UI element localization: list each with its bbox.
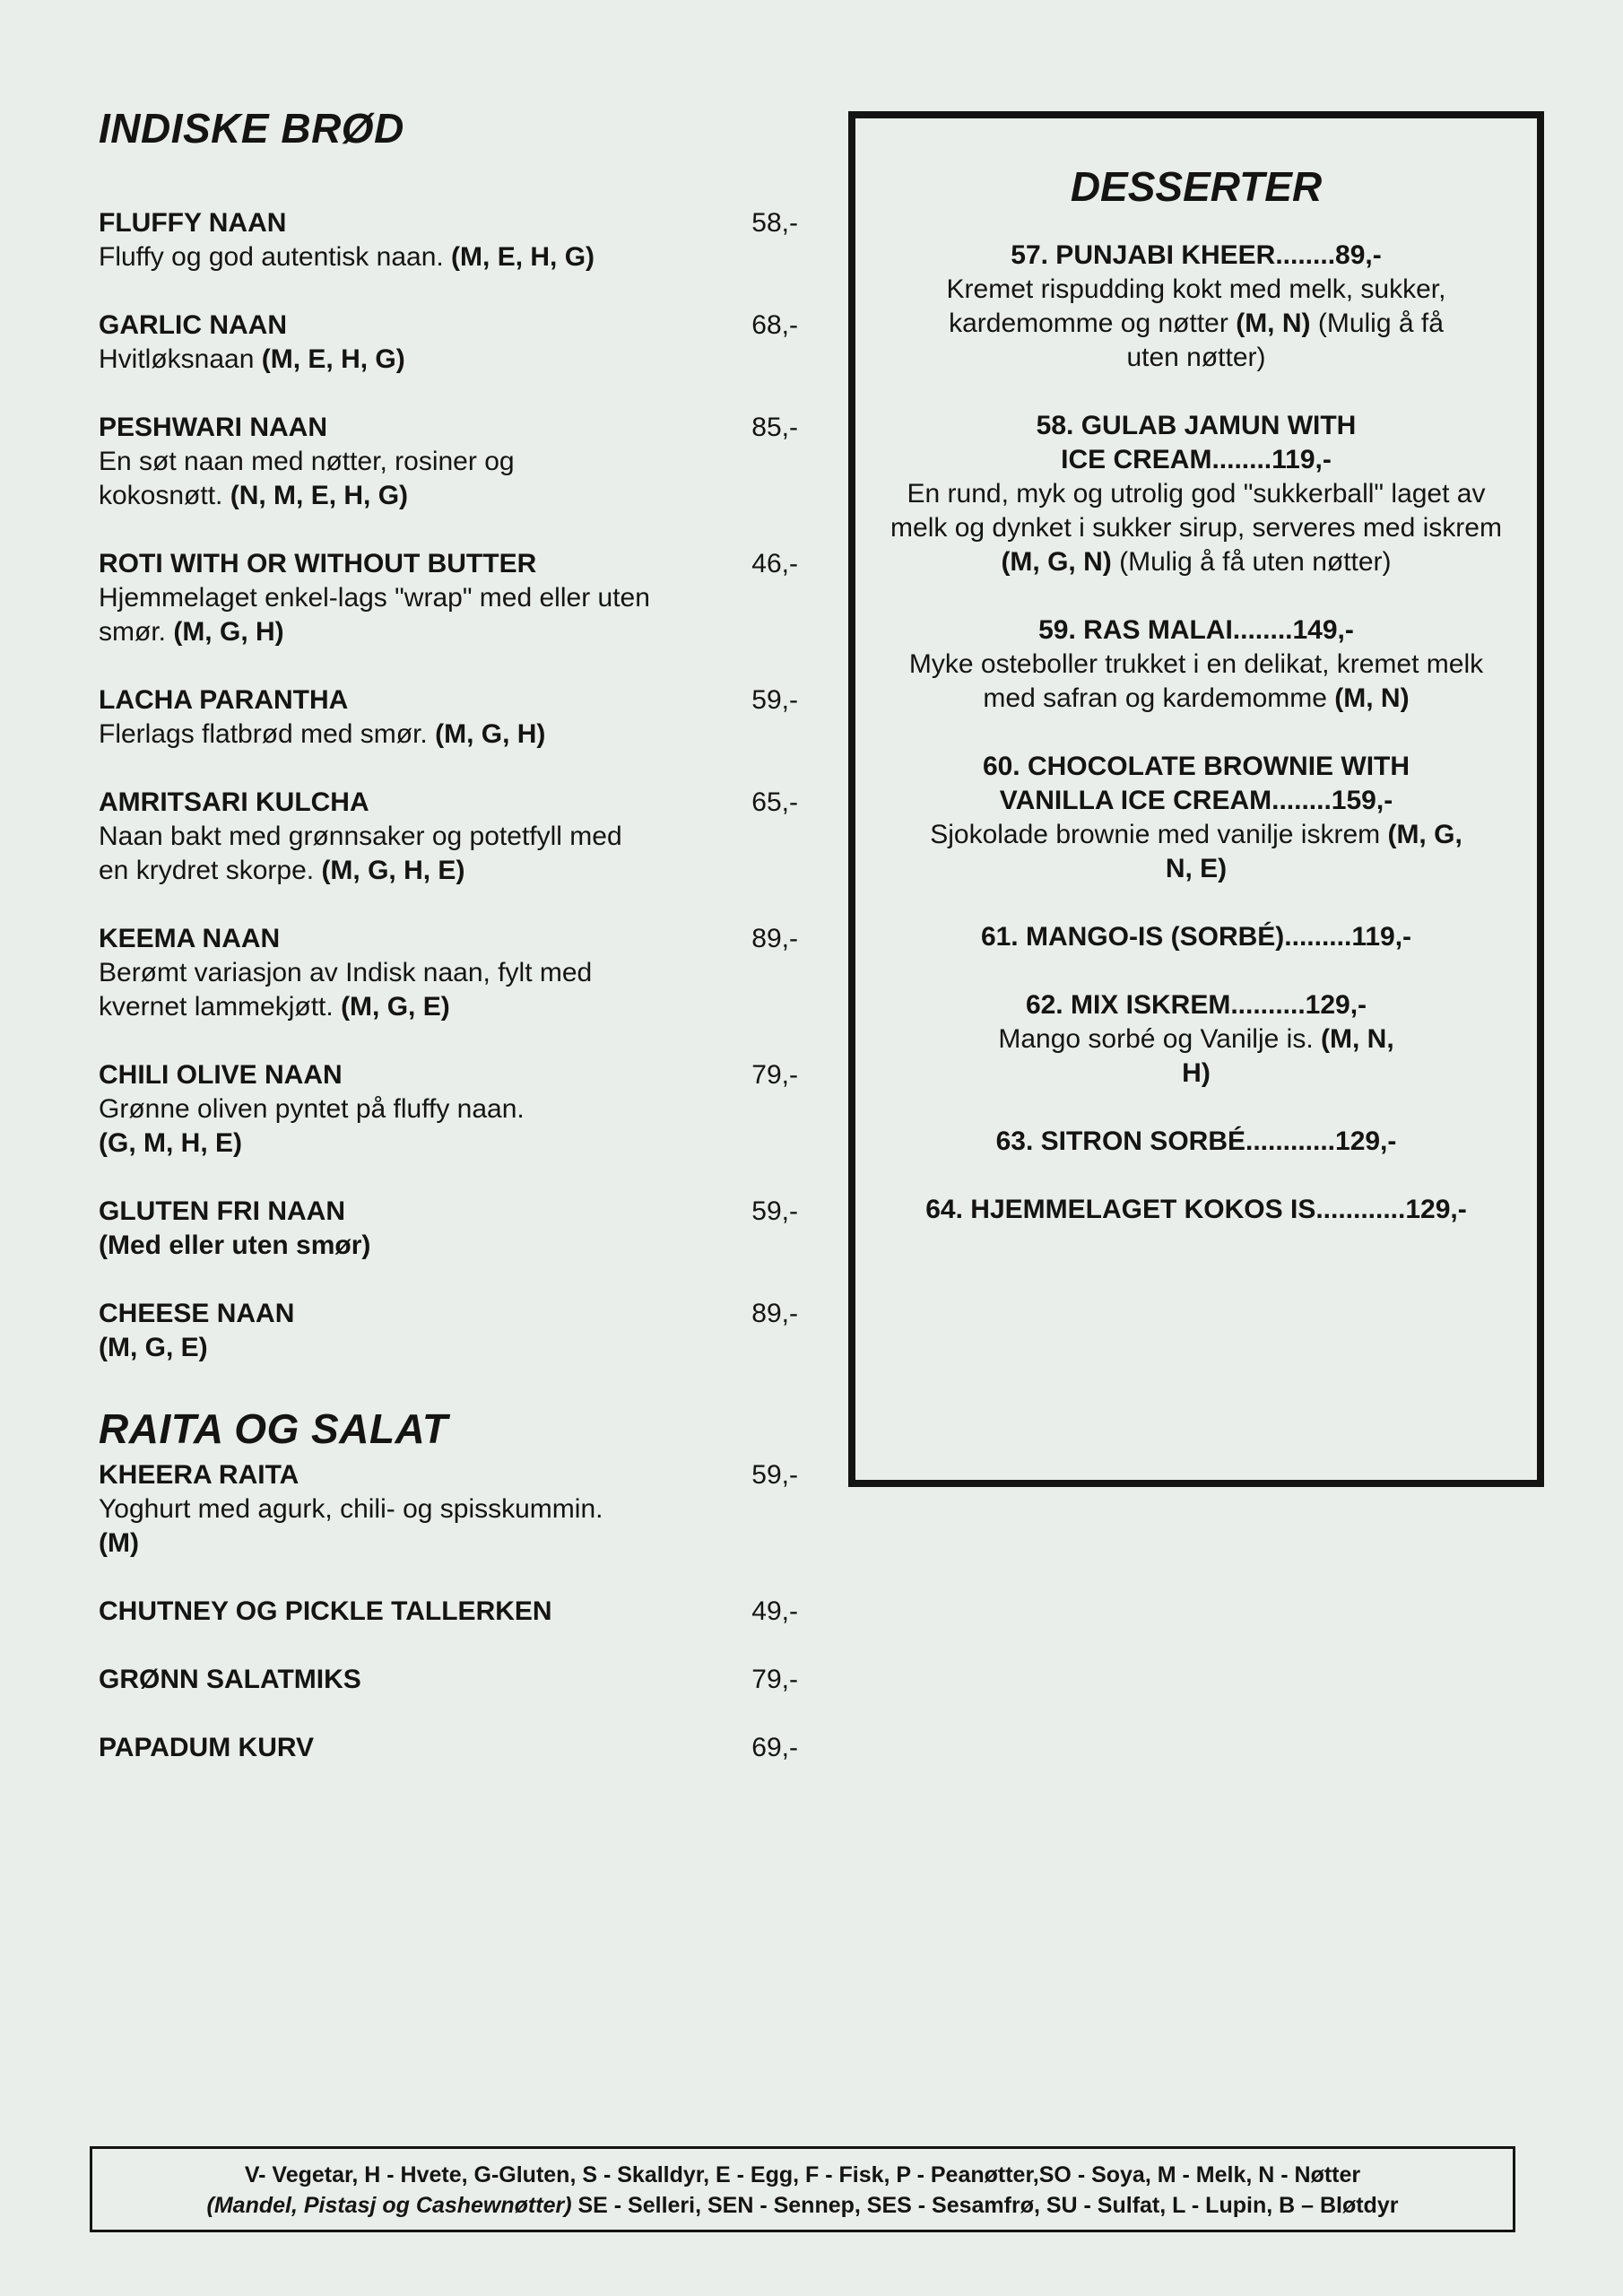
item-desc — [99, 581, 673, 649]
breads-title: INDISKE BRØD — [99, 105, 404, 152]
desserts-title: DESSERTER — [1070, 163, 1323, 210]
raita-title: RAITA OG SALAT — [99, 1405, 448, 1452]
desc-text: Mango sorbé og Vanilje is. — [998, 1024, 1321, 1054]
item-name: FLUFFY NAAN — [99, 208, 287, 238]
item-name: PAPADUM KURV — [99, 1733, 315, 1762]
allergen-codes: (G, M, H, E) — [99, 1128, 242, 1158]
item-price: 49,- — [751, 1596, 798, 1626]
menu-item — [99, 206, 798, 274]
item-name: KEEMA NAAN — [99, 924, 281, 953]
allergen-codes: (M, G, H, E) — [321, 856, 465, 885]
desc-text: Naan bakt med grønnsaker og potetfyll med en krydret skorpe. — [99, 822, 622, 885]
dessert-note: (Mulig å få uten nøtter) — [1126, 309, 1444, 372]
dessert-item — [855, 988, 1537, 1091]
desc-text: Berømt variasjon av Indisk naan, fylt med kvernet lammekjøtt. — [99, 958, 593, 1022]
allergen-codes: (M, G, N) — [1001, 547, 1112, 577]
item-price: 59,- — [751, 1196, 798, 1226]
dessert-item — [855, 1125, 1537, 1159]
legend-nuts-note: (Mandel, Pistasj og Cashewnøtter) — [206, 2193, 572, 2218]
dessert-item — [855, 1193, 1537, 1227]
item-name: CHILI OLIVE NAAN — [99, 1060, 343, 1090]
allergen-codes: (M, E, H, G) — [451, 242, 595, 272]
item-price: 85,- — [751, 413, 798, 442]
dessert-name: 61. MANGO-IS (SORBÉ).........119,- — [980, 922, 1412, 952]
dessert-name: 57. PUNJABI KHEER........89,- — [1011, 240, 1382, 270]
dessert-name: 60. CHOCOLATE BROWNIE WITH VANILLA ICE CREAM........159,- — [982, 752, 1410, 815]
menu-item — [99, 786, 798, 888]
dessert-box — [848, 111, 1544, 1487]
left-column — [99, 99, 798, 1799]
dessert-item — [855, 239, 1537, 375]
dessert-name: 59. RAS MALAI........149,- — [1038, 615, 1354, 645]
desc-text: Kremet rispudding kokt med melk, sukker, kardemomme og nøtter — [946, 274, 1446, 338]
item-desc: Grønne oliven pyntet på fluffy naan. — [99, 1094, 525, 1124]
item-price: 59,- — [751, 1460, 798, 1490]
allergen-codes: (M, N) — [1236, 309, 1311, 338]
dessert-name: 64. HJEMMELAGET KOKOS IS............129,- — [925, 1195, 1467, 1224]
allergen-codes: (M) — [99, 1528, 139, 1558]
allergen-codes: (M, N, H) — [1182, 1024, 1394, 1088]
dessert-item — [855, 750, 1537, 886]
item-name: CHUTNEY OG PICKLE TALLERKEN — [99, 1596, 552, 1626]
item-name: PESHWARI NAAN — [99, 413, 328, 442]
dessert-item — [855, 613, 1537, 716]
menu-item — [99, 683, 798, 752]
desc-text: En rund, myk og utrolig god "sukkerball" laget av melk og dynket i sukker sirup, serveres med iskrem — [890, 479, 1502, 543]
dessert-name: 62. MIX ISKREM..........129,- — [1025, 990, 1367, 1020]
item-price: 46,- — [751, 549, 798, 578]
dessert-desc — [936, 273, 1456, 375]
desc-text: Flerlags flatbrød med smør. — [99, 719, 436, 749]
item-price: 89,- — [751, 924, 798, 953]
item-price: 68,- — [751, 310, 798, 340]
item-desc — [99, 956, 673, 1024]
dessert-desc — [887, 477, 1506, 579]
item-name: KHEERA RAITA — [99, 1460, 299, 1490]
desc-text: Myke osteboller trukket i en delikat, kremet melk med safran og kardemomme — [908, 649, 1484, 713]
dessert-name: 58. GULAB JAMUN WITH ICE CREAM........119,- — [1036, 411, 1357, 474]
legend-line-1: V- Vegetar, H - Hvete, G-Gluten, S - Skalldyr, E - Egg, F - Fisk, P - Peanøtter,SO - Soya, M - Melk, N - Nøtter — [244, 2162, 1361, 2187]
item-price: 59,- — [751, 685, 798, 715]
menu-item — [99, 922, 798, 1024]
item-name: GLUTEN FRI NAAN — [99, 1196, 345, 1226]
dessert-desc — [990, 1022, 1402, 1091]
item-name: ROTI WITH OR WITHOUT BUTTER — [99, 549, 537, 578]
menu-item — [99, 1297, 798, 1365]
item-price: 65,- — [751, 787, 798, 817]
menu-item — [99, 1731, 798, 1765]
menu-item — [99, 411, 798, 513]
legend-line-2-rest: SE - Selleri, SEN - Sennep, SES - Sesamfrø, SU - Sulfat, L - Lupin, B – Bløtdyr — [571, 2193, 1399, 2218]
allergen-legend — [90, 2146, 1515, 2232]
menu-item — [99, 1458, 798, 1561]
menu-item — [99, 1663, 798, 1697]
dessert-note: (Mulig å få uten nøtter) — [1111, 547, 1392, 577]
allergen-codes: (Med eller uten smør) — [99, 1231, 371, 1260]
legend-line-2 — [92, 2190, 1513, 2221]
item-price: 58,- — [751, 208, 798, 238]
dessert-item — [855, 409, 1537, 579]
allergen-codes: (M, G, H) — [435, 719, 546, 749]
menu-item — [99, 1058, 798, 1161]
menu-item — [99, 547, 798, 649]
item-desc — [99, 445, 583, 513]
item-name: GRØNN SALATMIKS — [99, 1665, 361, 1694]
dessert-desc — [900, 648, 1492, 716]
item-name: CHEESE NAAN — [99, 1299, 295, 1328]
item-desc: Yoghurt med agurk, chili- og spisskummin. — [99, 1494, 603, 1524]
desc-text: Fluffy og god autentisk naan. — [99, 242, 452, 272]
allergen-codes: (M, G, E) — [99, 1333, 208, 1362]
desc-text: Hvitløksnaan — [99, 344, 262, 374]
item-desc — [99, 718, 798, 752]
dessert-item — [855, 920, 1537, 954]
dessert-name: 63. SITRON SORBÉ............129,- — [995, 1126, 1397, 1156]
allergen-codes: (M, N) — [1334, 683, 1410, 713]
item-name: AMRITSARI KULCHA — [99, 787, 369, 817]
allergen-codes: (M, G, H) — [173, 617, 284, 647]
menu-item — [99, 1195, 798, 1263]
allergen-codes: (M, G, E) — [341, 992, 450, 1022]
item-desc — [99, 820, 637, 888]
menu-item — [99, 1595, 798, 1629]
allergen-codes: (N, M, E, H, G) — [230, 481, 409, 510]
allergen-codes: (M, G, N, E) — [1165, 820, 1462, 883]
desc-text: En søt naan med nøtter, rosiner og kokosnøtt. — [99, 447, 515, 510]
menu-item — [99, 309, 798, 377]
item-name: LACHA PARANTHA — [99, 685, 349, 715]
allergen-codes: (M, E, H, G) — [261, 344, 405, 374]
dessert-desc — [927, 818, 1465, 886]
desc-text: Hjemmelaget enkel-lags "wrap" med eller uten smør. — [99, 583, 650, 647]
item-price: 89,- — [751, 1299, 798, 1328]
item-desc — [99, 343, 798, 377]
item-price: 79,- — [751, 1665, 798, 1694]
item-name: GARLIC NAAN — [99, 310, 287, 340]
item-price: 69,- — [751, 1733, 798, 1762]
spacer — [99, 158, 798, 206]
item-price: 79,- — [751, 1060, 798, 1090]
desc-text: Sjokolade brownie med vanilje iskrem — [930, 820, 1388, 849]
item-desc — [99, 240, 798, 274]
